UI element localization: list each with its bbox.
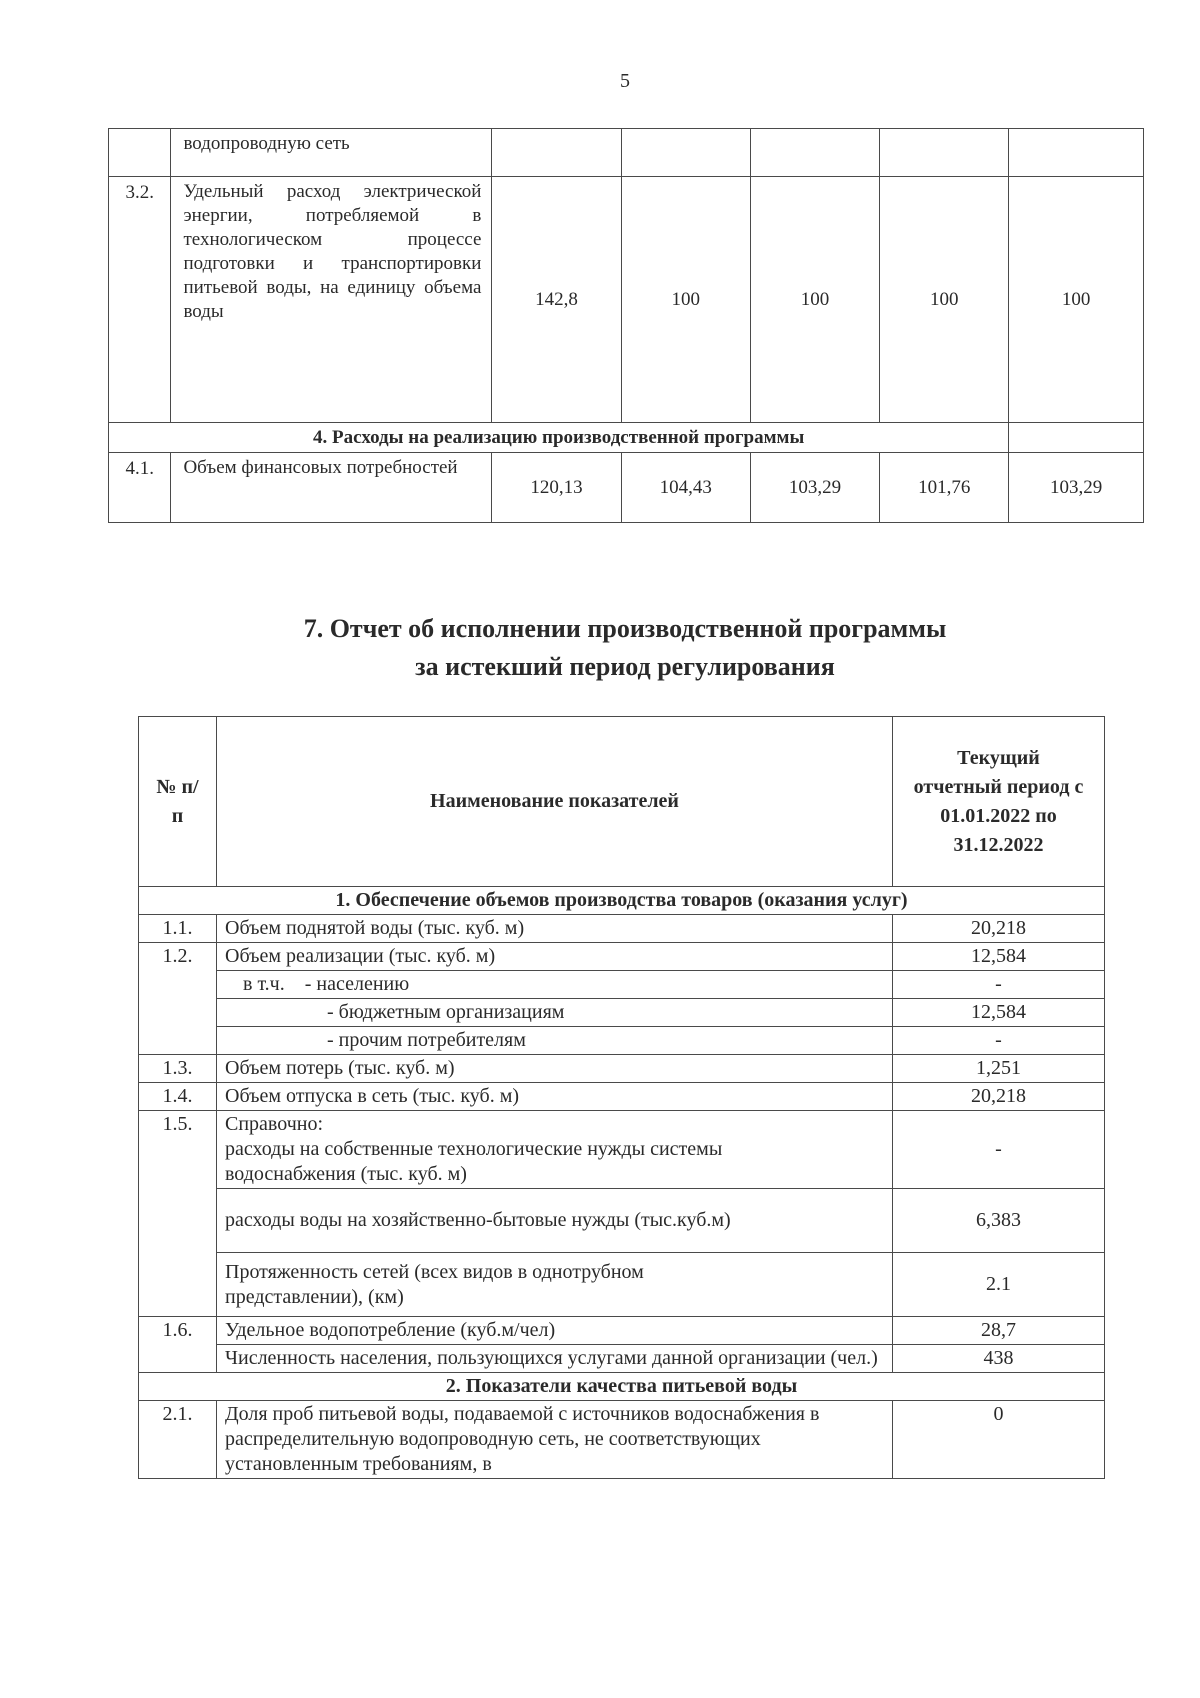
value-cell: 20,218 xyxy=(893,1083,1105,1111)
row-number: 2.1. xyxy=(139,1401,217,1479)
report-title-line: 7. Отчет об исполнении производственной программы xyxy=(303,614,947,643)
row-number: 1.1. xyxy=(139,915,217,943)
table-row xyxy=(139,1317,1105,1345)
value-cell: 100 xyxy=(1009,177,1144,423)
value-cell: - xyxy=(893,971,1105,999)
value-cell: 20,218 xyxy=(893,915,1105,943)
value-cell: 438 xyxy=(893,1345,1105,1373)
table-row xyxy=(139,915,1105,943)
indicator-name: водопроводную сеть xyxy=(171,129,492,177)
indicator-name: Объем потерь (тыс. куб. м) xyxy=(217,1055,893,1083)
value-cell: 100 xyxy=(621,177,750,423)
table-row xyxy=(139,1253,1105,1317)
value-cell xyxy=(750,129,879,177)
indicator-name: расходы воды на хозяйственно-бытовые нужды (тыс.куб.м) xyxy=(217,1189,893,1253)
indicator-name: Численность населения, пользующихся услугами данной организации (чел.) xyxy=(217,1345,893,1373)
indicator-name: - бюджетным организациям xyxy=(217,999,893,1027)
indicator-name: Объем реализации (тыс. куб. м) xyxy=(217,943,893,971)
indicator-name: Доля проб питьевой воды, подаваемой с источников водоснабжения в распределительную водопроводную сеть, не соответствующих установленным требованиям, в xyxy=(217,1401,893,1479)
section-row xyxy=(109,423,1144,453)
section-title: 4. Расходы на реализацию производственной программы xyxy=(109,423,1009,453)
value-cell: 6,383 xyxy=(893,1189,1105,1253)
indicator-name: Объем финансовых потребностей xyxy=(171,453,492,523)
row-number: 3.2. xyxy=(109,177,171,423)
indicator-name xyxy=(217,1111,893,1189)
report-title xyxy=(0,610,1200,686)
report-title-line: за истекший период регулирования xyxy=(415,652,835,681)
row-number: 1.2. xyxy=(139,943,217,1055)
table-row xyxy=(109,453,1144,523)
value-cell: 104,43 xyxy=(621,453,750,523)
value-cell xyxy=(1009,129,1144,177)
row-number: 1.3. xyxy=(139,1055,217,1083)
indicator-name: Протяженность сетей (всех видов в однотрубном представлении), (км) xyxy=(217,1253,893,1317)
value-cell: 100 xyxy=(750,177,879,423)
row-number: 1.4. xyxy=(139,1083,217,1111)
value-cell: 2.1 xyxy=(893,1253,1105,1317)
row-number: 1.6. xyxy=(139,1317,217,1373)
value-cell: 101,76 xyxy=(880,453,1009,523)
section-row xyxy=(139,887,1105,915)
page-number: 5 xyxy=(620,70,630,92)
section-title: 1. Обеспечение объемов производства товаров (оказания услуг) xyxy=(139,887,1105,915)
column-header-name: Наименование показателей xyxy=(217,717,893,887)
row-number: 1.5. xyxy=(139,1111,217,1317)
indicator-name: Объем поднятой воды (тыс. куб. м) xyxy=(217,915,893,943)
row-number: 4.1. xyxy=(109,453,171,523)
value-cell: 28,7 xyxy=(893,1317,1105,1345)
value-cell xyxy=(621,129,750,177)
indicator-name-line: расходы на собственные технологические нужды системы водоснабжения (тыс. куб. м) xyxy=(225,1138,723,1185)
value-cell: 12,584 xyxy=(893,943,1105,971)
value-cell: 12,584 xyxy=(893,999,1105,1027)
table-row xyxy=(139,1083,1105,1111)
indicator-name: Удельное водопотребление (куб.м/чел) xyxy=(217,1317,893,1345)
row-number xyxy=(109,129,171,177)
top-table xyxy=(108,128,1144,523)
value-cell: - xyxy=(893,1111,1105,1189)
value-cell: 142,8 xyxy=(492,177,621,423)
table-row xyxy=(139,999,1105,1027)
table-row xyxy=(139,1055,1105,1083)
column-header-period: Текущий отчетный период с 01.01.2022 по 31.12.2022 xyxy=(893,717,1105,887)
table-row xyxy=(109,177,1144,423)
value-cell: 120,13 xyxy=(492,453,621,523)
section-title: 2. Показатели качества питьевой воды xyxy=(139,1373,1105,1401)
table-row xyxy=(139,1027,1105,1055)
indicator-name-line: Справочно: xyxy=(225,1113,324,1135)
value-cell: 100 xyxy=(880,177,1009,423)
column-header-number: № п/п xyxy=(139,717,217,887)
table-row xyxy=(139,1111,1105,1189)
value-cell xyxy=(880,129,1009,177)
indicator-name: - прочим потребителям xyxy=(217,1027,893,1055)
report-table xyxy=(138,716,1105,1479)
table-row xyxy=(139,1401,1105,1479)
table-row xyxy=(109,129,1144,177)
table-row xyxy=(139,1189,1105,1253)
value-cell: 1,251 xyxy=(893,1055,1105,1083)
table-row xyxy=(139,971,1105,999)
indicator-name: в т.ч. - населению xyxy=(217,971,893,999)
value-cell: 103,29 xyxy=(750,453,879,523)
indicator-name: Объем отпуска в сеть (тыс. куб. м) xyxy=(217,1083,893,1111)
value-cell: 0 xyxy=(893,1401,1105,1479)
table-row xyxy=(139,1345,1105,1373)
value-cell: 103,29 xyxy=(1009,453,1144,523)
value-cell: - xyxy=(893,1027,1105,1055)
section-row xyxy=(139,1373,1105,1401)
value-cell xyxy=(492,129,621,177)
header-row xyxy=(139,717,1105,887)
table-row xyxy=(139,943,1105,971)
indicator-name: Удельный расход электрической энергии, потребляемой в технологическом процессе подготовки и транспортировки питьевой воды, на единицу объема воды xyxy=(171,177,492,423)
